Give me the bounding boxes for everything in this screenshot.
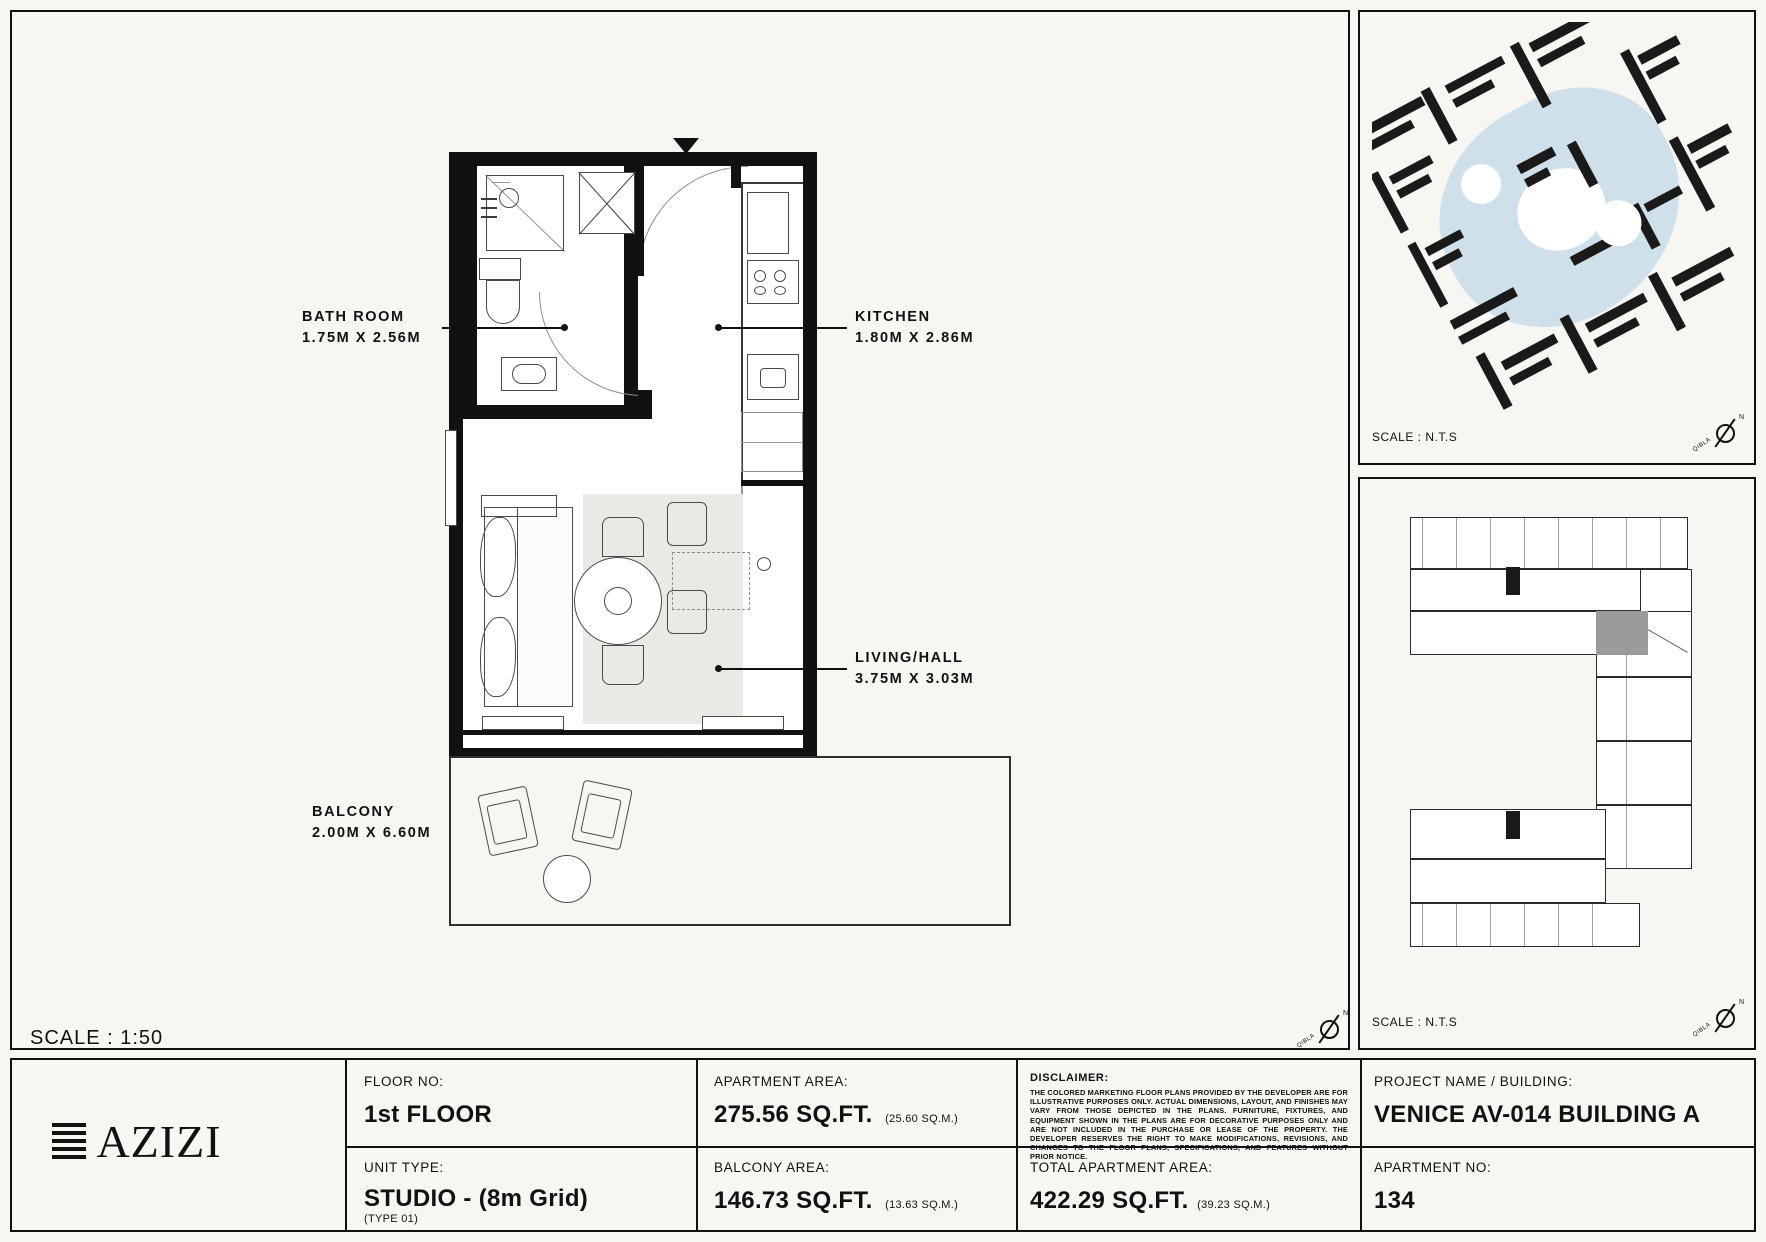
- key-scale-label: SCALE : N.T.S: [1372, 1015, 1458, 1029]
- burner-3: [754, 286, 766, 295]
- living-dims: 3.75M X 3.03M: [855, 671, 975, 687]
- apartment-area-value: 275.56 SQ.FT.: [714, 1101, 873, 1128]
- wc-bowl: [486, 280, 520, 324]
- bath-door-jamb: [638, 390, 652, 419]
- disclaimer-field: [1030, 1072, 1348, 1162]
- washer-line: [741, 442, 803, 443]
- glazing-line: [463, 730, 803, 735]
- dining-table-center: [604, 587, 632, 615]
- compass-north-label-plan: N: [1342, 1010, 1348, 1017]
- balcony-area-field: [714, 1160, 958, 1215]
- towel-bar-1: [481, 198, 497, 200]
- floor-plan-panel: [10, 10, 1350, 1050]
- bath-room-dims: 1.75M X 2.56M: [302, 330, 422, 346]
- site-plan-drawing: [1372, 22, 1746, 412]
- bath-wall-left: [463, 166, 477, 419]
- total-area-metric: (39.23 SQ.M.): [1197, 1199, 1271, 1211]
- left-window: [445, 430, 457, 526]
- burner-2: [774, 270, 786, 282]
- compass-north-label-site: N: [1738, 414, 1744, 421]
- room-label-balcony: [312, 802, 431, 844]
- shower-drain: [499, 188, 519, 208]
- site-plan-panel: [1358, 10, 1756, 465]
- room-label-living-hall: [855, 648, 974, 690]
- bath-wall-bottom: [463, 405, 638, 419]
- leader-bath: [442, 327, 564, 329]
- wall-top: [449, 152, 817, 166]
- sofa-seat: [517, 507, 573, 707]
- towel-bar-3: [481, 216, 497, 218]
- brand-logo: [52, 1115, 342, 1168]
- key-plan-panel: [1358, 477, 1756, 1050]
- balcony-area-label: BALCONY AREA:: [714, 1160, 830, 1175]
- leader-dot-kitchen: [715, 324, 722, 331]
- compass-qibla-label-site: QIBLA: [1692, 436, 1713, 454]
- balcony-area-value: 146.73 SQ.FT.: [714, 1187, 873, 1214]
- project-label: PROJECT NAME / BUILDING:: [1374, 1074, 1573, 1089]
- unit-type-label: UNIT TYPE:: [364, 1160, 444, 1175]
- room-label-kitchen: [855, 307, 974, 349]
- core-marker-lower: [1506, 811, 1520, 839]
- balcony-name: BALCONY: [312, 804, 395, 820]
- apartment-no-field: [1374, 1160, 1491, 1215]
- balcony-dims: 2.00M X 6.60M: [312, 825, 432, 841]
- wash-basin: [512, 364, 546, 384]
- compass-qibla-label-key: QIBLA: [1692, 1021, 1713, 1039]
- total-area-field: [1030, 1160, 1270, 1215]
- floor-no-value: 1st FLOOR: [364, 1101, 493, 1128]
- kitchen-wall-stub: [731, 166, 741, 188]
- kitchen-dims: 1.80M X 2.86M: [855, 330, 975, 346]
- unit-type-sub: (TYPE 01): [364, 1213, 419, 1225]
- compass-icon-site: [1692, 414, 1744, 454]
- total-area-value: 422.29 SQ.FT.: [1030, 1187, 1189, 1214]
- leader-dot-bath: [561, 324, 568, 331]
- compass-north-label-key: N: [1738, 999, 1744, 1006]
- burner-1: [754, 270, 766, 282]
- disclaimer-label: DISCLAIMER:: [1030, 1072, 1109, 1084]
- kitchen-name: KITCHEN: [855, 309, 931, 325]
- floor-no-label: FLOOR NO:: [364, 1074, 444, 1089]
- room-label-bath-room: [302, 307, 421, 349]
- living-detail-circle: [757, 557, 771, 571]
- leader-kitchen: [719, 327, 847, 329]
- entry-door-leaf: [638, 166, 644, 276]
- burner-4: [774, 286, 786, 295]
- apartment-area-field: [714, 1074, 958, 1129]
- azizi-logo-mark: [52, 1123, 86, 1161]
- cooktop: [747, 260, 799, 304]
- living-name: LIVING/HALL: [855, 650, 964, 666]
- wc-cistern: [479, 258, 521, 280]
- armchair-1: [667, 502, 707, 546]
- apartment-no-label: APARTMENT NO:: [1374, 1160, 1492, 1175]
- fridge: [747, 192, 789, 254]
- wall-right: [803, 152, 817, 762]
- balcony-side-table: [543, 855, 591, 903]
- dining-chair-bottom: [602, 645, 644, 685]
- kitchen-base-end: [741, 480, 803, 486]
- floor-no-field: [364, 1074, 492, 1129]
- plan-scale-label: SCALE : 1:50: [30, 1027, 164, 1049]
- brand-name: AZIZI: [96, 1116, 222, 1167]
- leader-living: [719, 668, 847, 670]
- unit-type-field: [364, 1160, 588, 1225]
- window-panel-left: [482, 716, 564, 730]
- project-value: VENICE AV-014 BUILDING A: [1374, 1101, 1701, 1128]
- dining-chair-top: [602, 517, 644, 557]
- window-panel-right: [702, 716, 784, 730]
- sofa-arm-top: [480, 517, 516, 597]
- apartment-area-metric: (25.60 SQ.M.): [885, 1113, 959, 1125]
- bath-fixture-hair: [492, 182, 510, 183]
- entry-arrow-icon: [673, 138, 699, 154]
- apartment-area-label: APARTMENT AREA:: [714, 1074, 849, 1089]
- disclaimer-text: THE COLORED MARKETING FLOOR PLANS PROVIDED BY THE DEVELOPER ARE FOR ILLUSTRATIVE PURPOSES ONLY. ACTUAL DIMENSIONS, LAYOUT, AND FINISHES MAY VARY FROM THOSE DEPICTED IN THE PLANS. FURNITURE, FIXTURES, AND EQUIPMENT SHOWN IN THE PLANS ARE FOR DECORATIVE PURPOSES ONLY AND ARE NOT INCLUDED IN THE PURCHASE OR LEASE OF THE PROPERTY. THE DEVELOPER RESERVES THE RIGHT TO MAKE MODIFICATIONS, REVISIONS, AND CHANGES TO THE FLOOR PLANS, SPECIFICATIONS, AND FEATURES WITHOUT PRIOR NOTICE.: [1030, 1088, 1349, 1162]
- key-plan-drawing: [1400, 499, 1730, 969]
- kitchen-counter-top: [741, 182, 803, 184]
- leader-dot-living: [715, 665, 722, 672]
- highlighted-unit: [1596, 611, 1648, 655]
- site-scale-label: SCALE : N.T.S: [1372, 430, 1458, 444]
- title-block: [10, 1058, 1756, 1232]
- balcony-area-metric: (13.63 SQ.M.): [885, 1199, 959, 1211]
- compass-icon-key: [1692, 999, 1744, 1039]
- apartment-no-value: 134: [1374, 1187, 1415, 1214]
- total-area-label: TOTAL APARTMENT AREA:: [1030, 1160, 1213, 1175]
- sink-bowl: [760, 368, 786, 388]
- sofa-arm-bottom: [480, 617, 516, 697]
- compass-icon-plan: [1296, 1010, 1348, 1050]
- bath-room-name: BATH ROOM: [302, 309, 405, 325]
- console-table: [481, 495, 557, 517]
- towel-bar-2: [481, 207, 497, 209]
- core-marker-upper: [1506, 567, 1520, 595]
- unit-type-value: STUDIO - (8m Grid): [364, 1185, 589, 1212]
- project-field: [1374, 1074, 1700, 1129]
- armchair-2: [667, 590, 707, 634]
- compass-qibla-label-plan: QIBLA: [1296, 1032, 1317, 1050]
